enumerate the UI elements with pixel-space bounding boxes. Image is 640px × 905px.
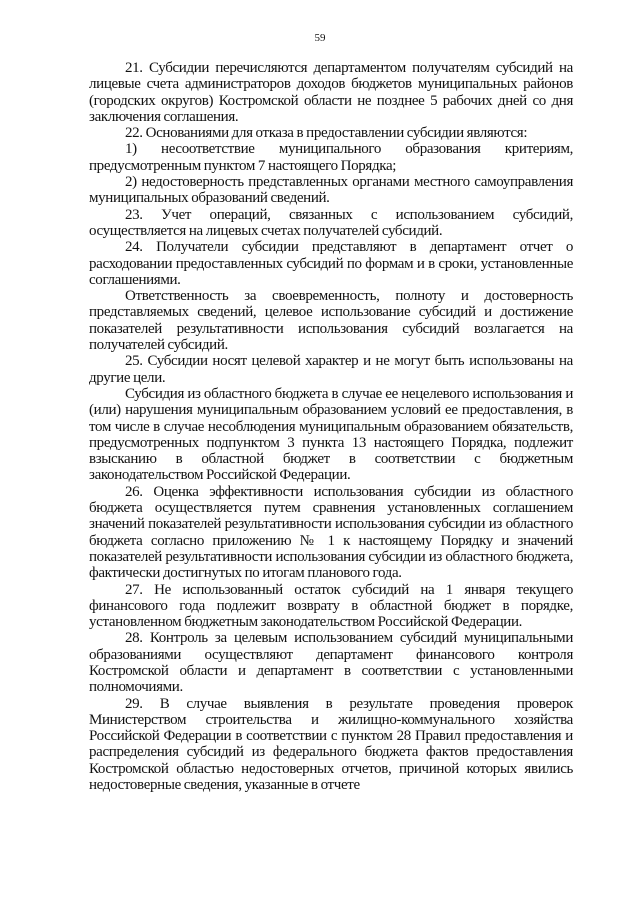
paragraph-24-responsibility: Ответственность за своевременность, полноту и достоверность представляемых сведений, целевое использование субсидий и достижение показателей результативности использования субсидий возлагается на получателей субсидий. [89,288,573,354]
paragraph-29: 29. В случае выявления в результате проведения проверок Министерством строительства и жилищно-коммунального хозяйства Российской Федерации в соответствии с пунктом 28 Правил предоставления и распределения субсидий из федерального бюджета фактов предоставления Костромской областью недостоверных отчетов, причиной которых явились недостоверные сведения, указанные в отчете [89,695,573,794]
paragraph-25: 25. Субсидии носят целевой характер и не могут быть использованы на другие цели. [89,353,573,386]
paragraph-27: 27. Не использованный остаток субсидий на 1 января текущего финансового года подлежит возврату в областной бюджет в порядке, установленном бюджетным законодательством Российской Федерации. [89,581,573,631]
paragraph-22-item-2: 2) недостоверность представленных органами местного самоуправления муниципальных образований сведений. [89,174,573,207]
paragraph-24: 24. Получатели субсидии представляют в департамент отчет о расходовании предоставленных субсидий по формам и в сроки, установленные соглашениями. [89,239,573,288]
paragraph-23: 23. Учет операций, связанных с использованием субсидий, осуществляется на лицевых счетах получателей субсидий. [89,206,573,239]
paragraph-21: 21. Субсидии перечисляются департаментом получателям субсидий на лицевые счета администраторов доходов бюджетов муниципальных районов (городских округов) Костромской области не позднее 5 рабочих дней со дня заключения соглашения. [89,60,573,125]
paragraph-28: 28. Контроль за целевым использованием субсидий муниципальными образованиями осуществляют департамент финансового контроля Костромской области и департамент в соответствии с установленными полномочиями. [89,630,573,696]
page-number: 59 [314,32,326,44]
paragraph-26: 26. Оценка эффективности использования субсидии из областного бюджета осуществляется путем сравнения установленных соглашением значений показателей результативности использования субсидии из областного бюджета согласно приложению № 1 к настоящему Порядку и значений показателей результативности использования субсидии из областного бюджета, фактически достигнутых по итогам планового года. [89,483,573,582]
paragraph-22: 22. Основаниями для отказа в предоставлении субсидии являются: [125,125,528,142]
paragraph-22-item-1: 1) несоответствие муниципального образования критериям, предусмотренным пунктом 7 настоящего Порядка; [89,141,573,174]
paragraph-25-recovery: Субсидия из областного бюджета в случае ее нецелевого использования и (или) нарушения муниципальным образованием условий ее предоставления, в том числе в случае несоблюдения муниципальным образованием обязательств, предусмотренных подпунктом 3 пункта 13 настоящего Порядка, подлежит взысканию в областной бюджет в соответствии с бюджетным законодательством Российской Федерации. [89,385,573,484]
document-body [89,60,573,793]
